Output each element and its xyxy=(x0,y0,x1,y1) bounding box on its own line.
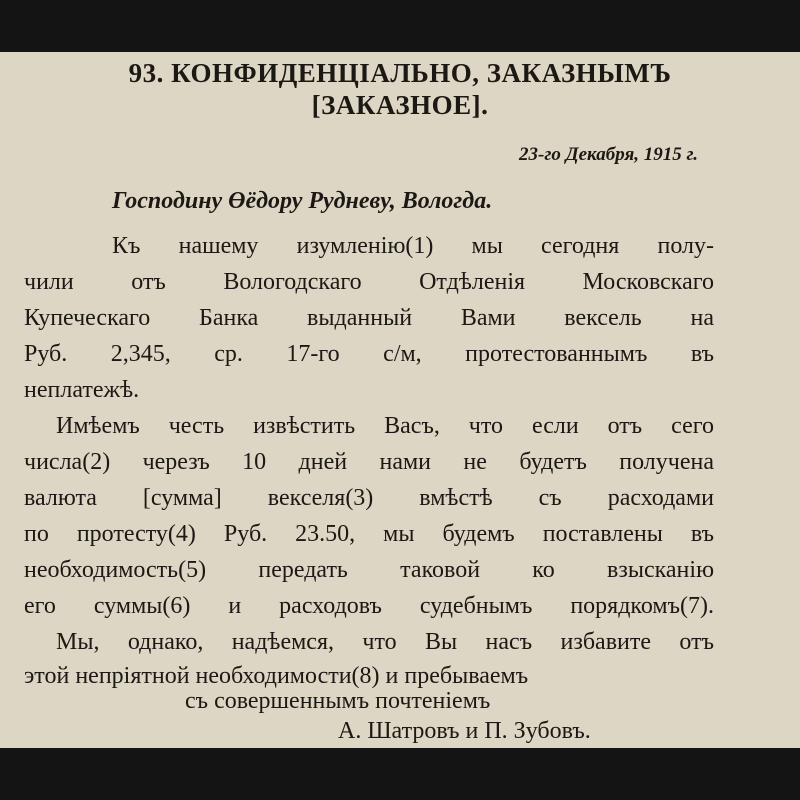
body-line: валюта [сумма] векселя(3) вмѣстѣ съ расходами xyxy=(24,485,714,511)
letter-heading-line-1: 93. КОНФИДЕНЦІАЛЬНО, ЗАКАЗНЫМЪ xyxy=(128,58,672,88)
letter-closing: съ совершеннымъ почтеніемъ xyxy=(185,688,491,714)
body-line: Имѣемъ честь извѣстить Васъ, что если отъ сего xyxy=(56,413,714,439)
body-line: Руб. 2,345, ср. 17-го с/м, протестованнымъ въ xyxy=(24,341,714,367)
body-line: Купеческаго Банка выданный Вами вексель на xyxy=(24,305,714,331)
body-line: этой непріятной необходимости(8) и пребываемъ xyxy=(24,663,529,689)
letter-page xyxy=(0,52,800,748)
body-line: неплатежѣ. xyxy=(24,377,140,403)
letter-heading-line-2: [ЗАКАЗНОЕ]. xyxy=(311,90,489,120)
body-line: по протесту(4) Руб. 23.50, мы будемъ поставлены въ xyxy=(24,521,714,547)
body-line: его суммы(6) и расходовъ судебнымъ порядкомъ(7). xyxy=(24,593,714,619)
body-line: Мы, однако, надѣемся, что Вы насъ избавите отъ xyxy=(56,629,714,655)
body-line: Къ нашему изумленію(1) мы сегодня полу- xyxy=(112,233,714,259)
body-line: чили отъ Вологодскаго Отдѣленія Московскаго xyxy=(24,269,714,295)
letter-signature: А. Шатровъ и П. Зубовъ. xyxy=(338,718,591,744)
letter-addressee: Господину Өёдору Рудневу, Вологда. xyxy=(112,188,493,214)
body-line: необходимость(5) передать таковой ко взысканію xyxy=(24,557,714,583)
letter-date: 23-го Декабря, 1915 г. xyxy=(519,144,698,165)
body-line: числа(2) черезъ 10 дней нами не будетъ получена xyxy=(24,449,714,475)
